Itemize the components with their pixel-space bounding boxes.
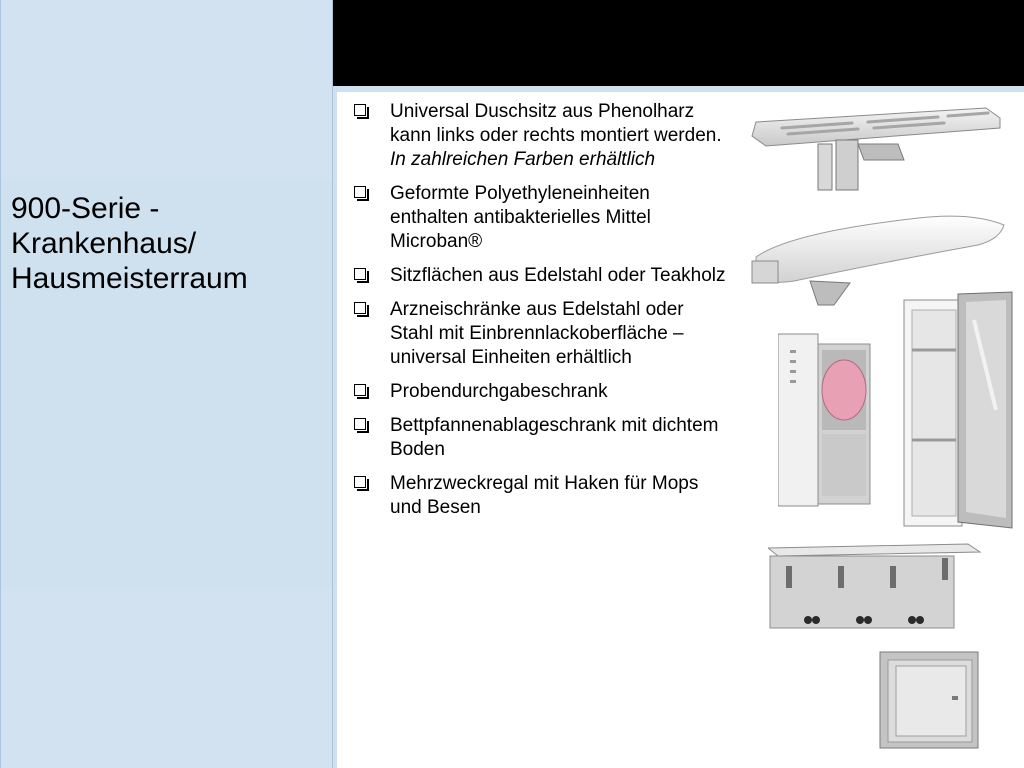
title-panel xyxy=(0,0,333,768)
checkbox-bullet-icon xyxy=(354,186,366,198)
bullet-item xyxy=(352,100,727,172)
panel-strip-bottom xyxy=(1,588,332,768)
bullet-item xyxy=(352,298,727,370)
bullet-item xyxy=(352,264,727,288)
panel-rule xyxy=(333,86,337,768)
panel-strip-top xyxy=(1,0,332,180)
header-bar xyxy=(333,0,1024,86)
bullet-list xyxy=(352,100,727,530)
bedpan-cabinet-icon xyxy=(778,330,874,510)
bullet-item xyxy=(352,182,727,254)
checkbox-bullet-icon xyxy=(354,476,366,488)
checkbox-bullet-icon xyxy=(354,418,366,430)
bullet-text: Geformte Polyethyleneinheiten enthalten antibakterielles Mittel Microban® xyxy=(390,183,651,252)
bullet-text: Arzneischränke aus Edelstahl oder Stahl mit Einbrennlackoberfläche – universal Einheiten erhältlich xyxy=(390,299,684,368)
utility-shelf-hooks-icon xyxy=(768,540,984,636)
checkbox-bullet-icon xyxy=(354,302,366,314)
bullet-text-italic: In zahlreichen Farben erhältlich xyxy=(390,149,656,170)
checkbox-bullet-icon xyxy=(354,268,366,280)
bullet-text: Universal Duschsitz aus Phenolharz kann links oder rechts montiert werden. xyxy=(390,101,722,146)
slide-title: 900-Serie - Krankenhaus/ Hausmeisterraum xyxy=(11,192,248,295)
bullet-item xyxy=(352,380,727,404)
bullet-item xyxy=(352,414,727,462)
bullet-text: Sitzflächen aus Edelstahl oder Teakholz xyxy=(390,265,726,286)
bullet-text: Probendurchgabeschrank xyxy=(390,381,608,402)
bullet-item xyxy=(352,472,727,520)
checkbox-bullet-icon xyxy=(354,104,366,116)
bullet-text: Mehrzweckregal mit Haken für Mops und Besen xyxy=(390,473,699,518)
bullet-text: Bettpfannenablageschrank mit dichtem Boden xyxy=(390,415,719,460)
shower-seat-phenolic-icon xyxy=(748,100,1004,196)
pass-through-cabinet-icon xyxy=(878,650,982,750)
checkbox-bullet-icon xyxy=(354,384,366,396)
header-rule xyxy=(333,86,1024,92)
medicine-cabinet-icon xyxy=(896,290,1016,530)
